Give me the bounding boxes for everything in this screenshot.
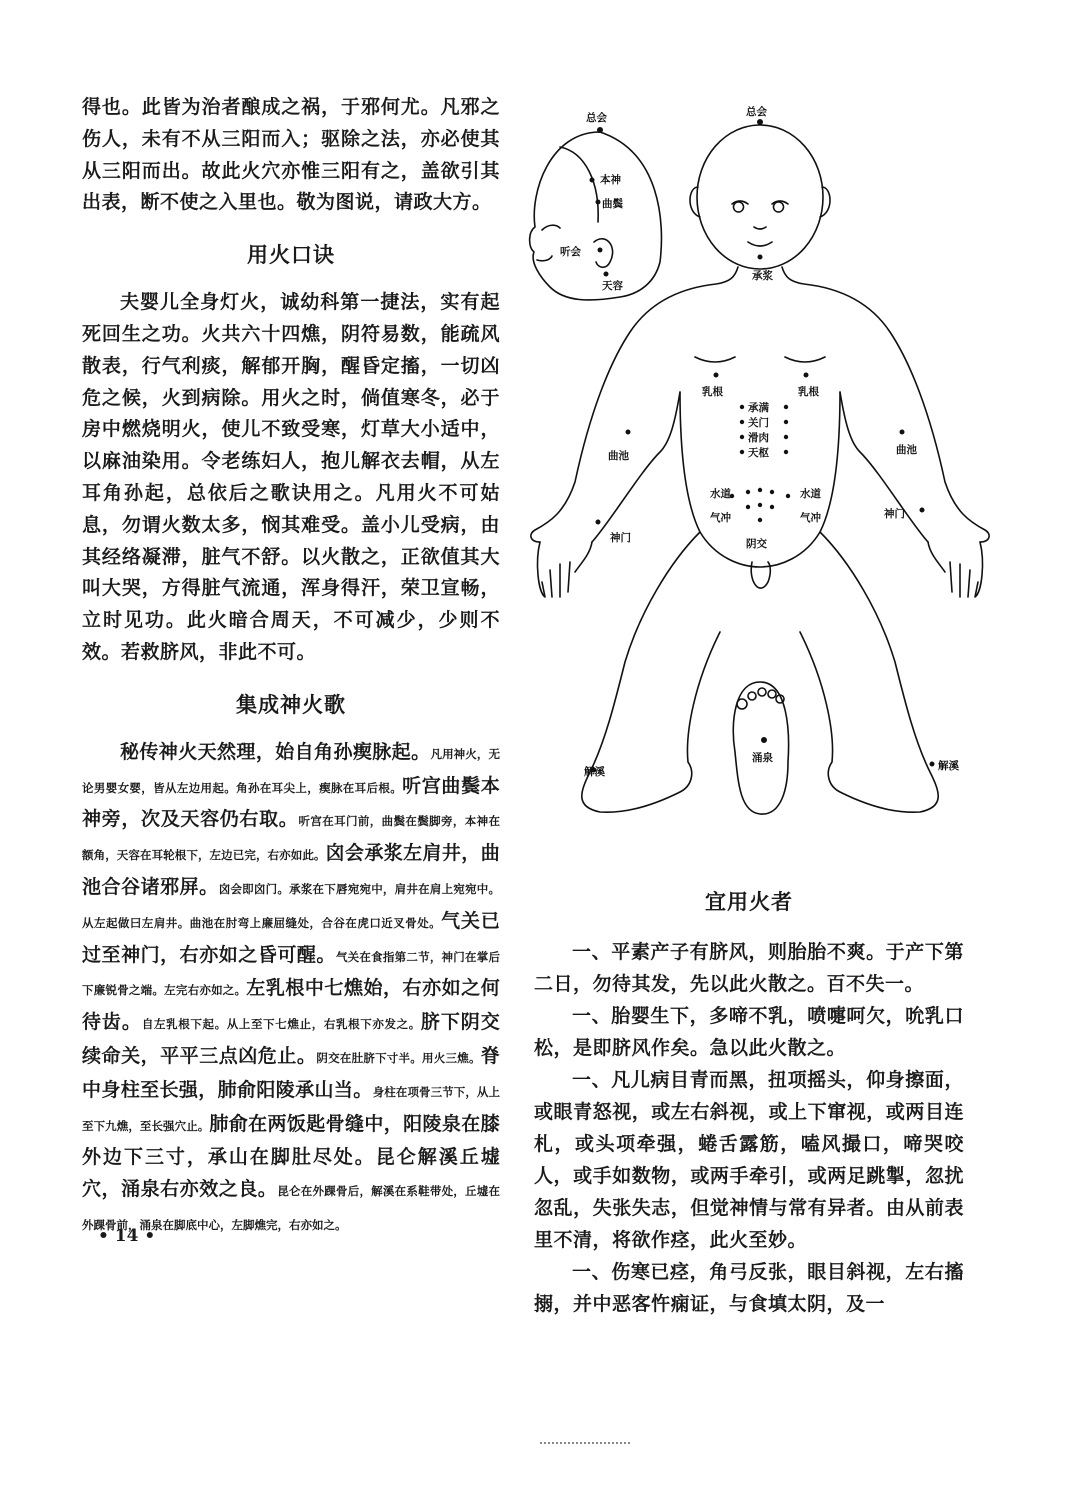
label-rugen-left: 乳根 xyxy=(702,386,723,398)
left-column xyxy=(82,92,500,1242)
label-qichong-right: 气冲 xyxy=(800,512,821,524)
label-qubin: 曲鬓 xyxy=(602,198,623,210)
song-annotation: 自左乳根下起。从上至下七燋止，右乳根下亦发之。 xyxy=(141,1017,421,1032)
label-guanmen: 关门 xyxy=(748,417,769,429)
label-shenmen-right: 神门 xyxy=(884,508,905,520)
indication-paragraph: 一、胎婴生下，多啼不乳，喷嚏呵欠，吮乳口松，是即脐风作矣。急以此火散之。 xyxy=(534,1005,964,1059)
label-rugen-right: 乳根 xyxy=(798,386,819,398)
label-chengjiang: 承浆 xyxy=(752,270,773,282)
song-annotation: 听宫在耳门前，曲鬓在鬓脚旁，本神在额角，天容在耳轮根下，左边已完，右亦如此。 xyxy=(82,814,500,863)
section-title-yi-yonghuo-zhe: 宜用火者 xyxy=(705,890,793,914)
song-verse: 秘传神火天然理，始自角孙瘈脉起。 xyxy=(120,740,431,763)
section-title-jicheng-shenhuo-ge: 集成神火歌 xyxy=(236,692,346,717)
indication-paragraph: 一、凡儿病目青而黑，扭项摇头，仰身擦面，或眼青怒视，或左右斜视，或上下窜视，或两目连札，或头项牵强，蜷舌露筋，嗑风撮口，啼哭咬人，或手如数物，或两手牵引，或两足跳掣，忽扰忽乱，失张失志，但觉神情与常有异者。由从前表里不清，将欲作痉，此火至妙。 xyxy=(534,1069,964,1251)
page-number: • 14 • xyxy=(98,1226,156,1246)
right-column xyxy=(534,886,964,1320)
label-quchi-right: 曲池 xyxy=(896,444,917,456)
song-verse: 左乳根中七燋始，右亦如之何待齿。 xyxy=(82,977,500,1034)
song-verse: 囟会承浆左肩井，曲池合谷诸邪屏。 xyxy=(82,842,501,898)
song-paragraph xyxy=(82,737,500,1242)
label-tinghui: 听会 xyxy=(560,246,581,258)
label-zonghui-side: 总会 xyxy=(586,112,607,124)
song-annotation: 囟会即囟门。承浆在下唇宛宛中，肩井在肩上宛宛中。从左起做曰左肩井。曲池在肘弯上廉屈缝处，合谷在虎口近叉骨处。 xyxy=(82,881,500,930)
indication-paragraph: 一、平素产子有脐风，则胎胎不爽。于产下第二日，勿待其发，先以此火散之。百不失一。 xyxy=(534,941,964,995)
song-annotation: 身柱在项骨三节下，从上至下九燋，至长强穴止。 xyxy=(82,1084,500,1133)
label-yinjiao: 阴交 xyxy=(746,538,767,550)
footer-mark xyxy=(540,1442,630,1448)
intro-paragraph: 得也。此皆为治者酿成之祸，于邪何尤。凡邪之伤人，未有不从三阳而入；驱除之法，亦必使其从三阳而出。故此火穴亦惟三阳有之，盖欲引其出表，断不使之入里也。敬为图说，请政大方。 xyxy=(82,96,500,214)
label-tianshu: 天枢 xyxy=(748,447,769,459)
label-benshen: 本神 xyxy=(600,174,621,186)
song-annotation: 昆仑在外踝骨后，解溪在系鞋带处，丘墟在外踝骨前，涌泉在脚底中心，左脚燋完，右亦如之。 xyxy=(82,1184,500,1232)
song-verse: 肺俞在两饭匙骨缝中，阳陵泉在膝外边下三寸，承山在脚肚尽处。 xyxy=(82,1112,500,1169)
label-jiexi-right: 解溪 xyxy=(938,760,959,772)
child-body-diagram xyxy=(520,92,1010,832)
song-verse: 脊中身柱至长强，肺俞阳陵承山当。 xyxy=(82,1044,500,1101)
label-huarou: 滑肉 xyxy=(748,432,769,444)
song-annotation: 凡用神火，无论男婴女婴，皆从左边用起。角孙在耳尖上，瘈脉在耳后根。 xyxy=(82,746,500,795)
song-annotation: 气关在食指第二节，神门在掌后下廉锐骨之端。左完右亦如之。 xyxy=(82,949,500,998)
label-shuidao-right: 水道 xyxy=(800,488,821,500)
song-annotation: 阴交在肚脐下寸半。用火三燋。 xyxy=(316,1050,481,1065)
label-shenmen-left: 神门 xyxy=(610,532,631,544)
section-title-yonghuo-koujue: 用火口诀 xyxy=(247,243,335,268)
acupoint-figure xyxy=(520,92,1010,832)
label-jiexi-left: 解溪 xyxy=(584,766,605,778)
song-verse: 脐下阴交续命关，平平三点凶危止。 xyxy=(82,1011,501,1067)
section-body-yonghuo-koujue: 夫婴儿全身灯火，诚幼科第一捷法，实有起死回生之功。火共六十四燋，阴符易数，能疏风散表，行气利痰，解郁开胸，醒昏定搐，一切凶危之候，火到病除。用火之时，倘值寒冬，必于房中燃烧明火，使儿不致受寒，灯草大小适中，以麻油染用。令老练妇人，抱儿解衣去帽，从左耳角孙起，总依后之歌诀用之。凡用火不可姑息，勿谓火数太多，悯其难受。盖小儿受病，由其经络凝滞，脏气不舒。以火散之，正欲值其大叫大哭，方得脏气流通，浑身得汗，荣卫宣畅，立时见功。此火暗合周天，不可减少，少则不效。若救脐风，非此不可。 xyxy=(82,291,500,663)
indication-paragraph: 一、伤寒已痉，角弓反张，眼目斜视，左右搐搦，并中恶客忤痫证，与食填太阴，及一 xyxy=(534,1261,964,1315)
label-tianrong: 天容 xyxy=(602,280,623,292)
label-yongquan: 涌泉 xyxy=(752,752,773,764)
label-qichong-left: 气冲 xyxy=(710,512,731,524)
label-chengman: 承满 xyxy=(748,402,769,414)
song-verse: 昆仑解溪丘墟穴，涌泉右亦效之良。 xyxy=(82,1146,500,1201)
label-quchi-left: 曲池 xyxy=(608,450,629,462)
label-zonghui-front: 总会 xyxy=(746,106,767,118)
song-verse: 听宫曲鬓本神旁，次及天容仍右取。 xyxy=(82,774,500,831)
label-shuidao-left: 水道 xyxy=(710,488,731,500)
song-verse: 气关已过至神门，右亦如之昏可醒。 xyxy=(82,909,500,966)
